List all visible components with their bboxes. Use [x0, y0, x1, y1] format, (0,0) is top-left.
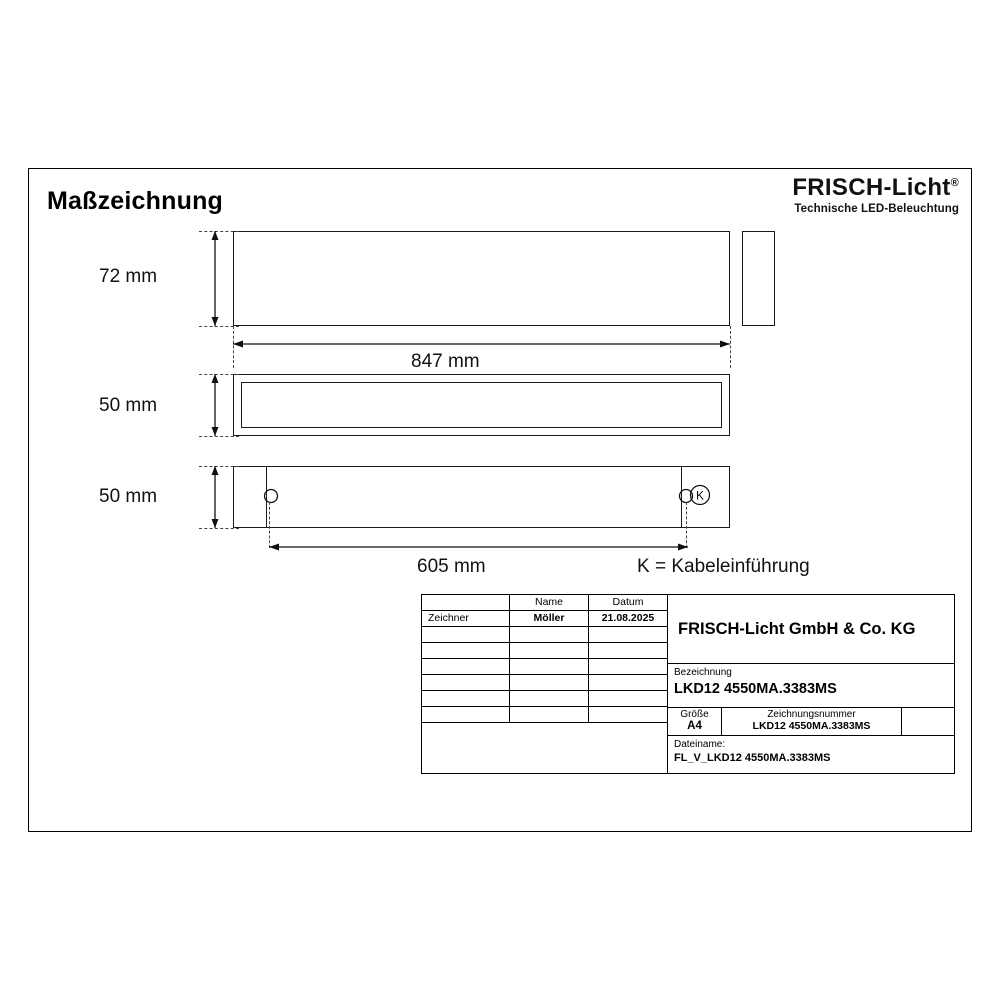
- dim-arrow-length-cable: [263, 537, 695, 557]
- tb-blank-r2c3: [589, 627, 668, 643]
- tb-row-name: Möller: [510, 611, 589, 627]
- tb-blank-r2c2: [510, 627, 589, 643]
- tb-blank-r4c2: [510, 659, 589, 675]
- tb-blank-r4c1: [422, 659, 510, 675]
- tb-blank-r6c1: [422, 691, 510, 707]
- tb-company-label: FRISCH-Licht GmbH & Co. KG: [678, 619, 916, 638]
- tb-designation-value: LKD12 4550MA.3383MS: [674, 681, 837, 697]
- top-view-endcap: [742, 231, 775, 326]
- tb-blank-r5c2: [510, 675, 589, 691]
- dim-label-height-middle: 50 mm: [99, 395, 158, 416]
- tb-blank-r3c2: [510, 643, 589, 659]
- tb-filename-value: FL_V_LKD12 4550MA.3383MS: [674, 752, 831, 764]
- dim-label-height-top: 72 mm: [99, 266, 158, 287]
- tb-drawing-number: [722, 708, 902, 736]
- brand-name: FRISCH-Licht®: [792, 174, 959, 201]
- page-title: Maßzeichnung: [47, 187, 224, 215]
- tb-row-role: Zeichner: [422, 611, 510, 627]
- dim-arrow-height-bottom: [205, 460, 225, 538]
- tb-blank-r5c1: [422, 675, 510, 691]
- dim-arrow-height-middle: [205, 368, 225, 446]
- brand-tagline: Technische LED-Beleuchtung: [794, 203, 959, 215]
- tb-header-date: Datum: [589, 595, 668, 611]
- tb-designation-label: Bezeichnung: [674, 667, 732, 678]
- tb-size-value: A4: [687, 720, 702, 732]
- tb-drawing-number-label: Zeichnungsnummer: [767, 709, 856, 720]
- tb-blank-r2c1: [422, 627, 510, 643]
- tb-blank-r6c2: [510, 691, 589, 707]
- side-view-body: [233, 466, 730, 528]
- dim-arrow-height-top: [205, 225, 225, 335]
- brand-logo: [792, 174, 959, 215]
- tb-designation: [668, 664, 955, 708]
- tb-filename: [668, 736, 955, 773]
- tb-blank-r6c3: [589, 691, 668, 707]
- tb-size: [668, 708, 722, 736]
- drawing-sheet: [28, 168, 972, 832]
- tb-company: [668, 595, 955, 664]
- front-view-inner-lens: [241, 382, 722, 428]
- registered-trademark-icon: ®: [950, 177, 959, 189]
- tb-blank-lower-left: [422, 723, 668, 773]
- tb-blank-r3c1: [422, 643, 510, 659]
- tb-blank-r5c3: [589, 675, 668, 691]
- tb-filename-label: Dateiname:: [674, 739, 726, 750]
- top-view-body: [233, 231, 730, 326]
- tb-header-empty: [422, 595, 510, 611]
- tb-right-blank: [902, 708, 955, 736]
- dim-label-length-cable: 605 mm: [417, 556, 486, 577]
- cable-entry-marker-k: [687, 482, 713, 508]
- tb-size-label: Größe: [680, 709, 709, 720]
- tb-blank-r7c3: [589, 707, 668, 723]
- tb-blank-r4c3: [589, 659, 668, 675]
- tb-header-name: Name: [510, 595, 589, 611]
- tb-row-date: 21.08.2025: [589, 611, 668, 627]
- dim-label-height-bottom: 50 mm: [99, 486, 158, 507]
- title-block: [421, 594, 955, 774]
- dim-arrow-length-total: [227, 334, 737, 354]
- cable-entry-icon-left: [259, 484, 283, 508]
- legend-cable-entry: K = Kabeleinführung: [637, 556, 810, 577]
- svg-text:K: K: [695, 488, 705, 503]
- tb-blank-r3c3: [589, 643, 668, 659]
- tb-blank-r7c1: [422, 707, 510, 723]
- tb-drawing-number-value: LKD12 4550MA.3383MS: [752, 720, 871, 732]
- dim-label-length-total: 847 mm: [411, 351, 480, 372]
- tb-blank-r7c2: [510, 707, 589, 723]
